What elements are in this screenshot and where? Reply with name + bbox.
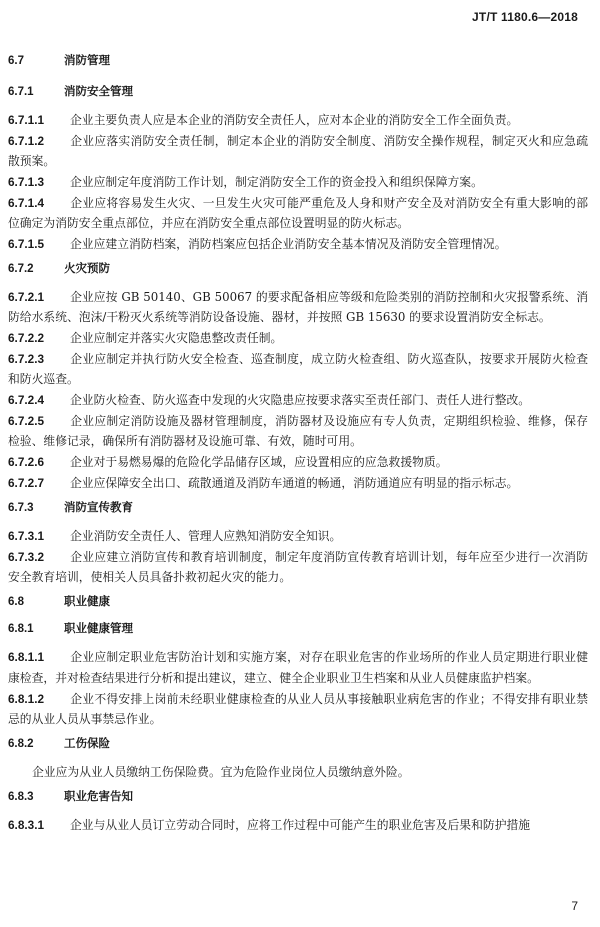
heading-number: 6.7.3: [8, 502, 34, 515]
clause-6-8-1-2: [8, 689, 588, 730]
clause-number: 6.7.3.2: [8, 549, 45, 564]
clause-6-7-1-4: [8, 193, 588, 234]
clause-number: 6.7.1.5: [8, 236, 45, 251]
heading-6-7-1: [8, 83, 588, 99]
clause-number: 6.7.2.4: [8, 393, 45, 408]
clause-6-7-1-3: [8, 172, 588, 192]
heading-6-8-3: [8, 788, 588, 804]
clause-number: 6.7.1.4: [8, 195, 45, 210]
clause-text: 企业应建立消防档案，消防档案应包括企业消防安全基本情况及消防安全管理情况。: [70, 236, 507, 251]
clause-6-7-1-5: [8, 234, 588, 254]
paragraph-work-injury-insurance: 企业应为从业人员缴纳工伤保险费。宜为危险作业岗位人员缴纳意外险。: [32, 765, 410, 780]
clause-number: 6.7.3.1: [8, 529, 45, 544]
clause-text: 企业不得安排上岗前未经职业健康检查的从业人员从事接触职业病危害的作业；不得安排有职业禁忌的从业人员从事禁忌作业。: [8, 691, 588, 726]
clause-text: 企业主要负责人应是本企业的消防安全责任人，应对本企业的消防安全工作全面负责。: [70, 113, 519, 127]
clause-text: 企业应制定并落实火灾隐患整改责任制。: [70, 331, 283, 346]
clause-6-7-3-1: [8, 526, 588, 546]
clause-number: 6.7.2.5: [8, 413, 45, 428]
clause-text: 企业对于易燃易爆的危险化学品储存区域，应设置相应的应急救援物质。: [70, 454, 448, 469]
clause-number: 6.7.2.2: [8, 331, 45, 346]
heading-6-8-1: [8, 620, 588, 636]
clause-6-7-2-3: [8, 349, 588, 390]
heading-title: 职业危害告知: [64, 791, 133, 804]
clause-text: 企业应按 GB 50140、GB 50067 的要求配备相应等级和危险类别的消防控制和火灾报警系统、消防给水系统、泡沫/干粉灭火系统等消防设备设施、器材，并按照 GB 15630 的要求设置消防安全标志。: [8, 290, 588, 325]
heading-number: 6.7: [8, 55, 24, 67]
heading-title: 工伤保险: [64, 738, 110, 751]
heading-6-8: [8, 593, 588, 609]
clause-6-7-2-7: [8, 473, 588, 493]
clause-text: 企业应落实消防安全责任制，制定本企业的消防安全制度、消防安全操作规程，制定灭火和应急疏散预案。: [8, 133, 588, 169]
document-body: [8, 50, 588, 836]
clause-6-7-2-1: [8, 287, 588, 328]
clause-number: 6.7.1.3: [8, 174, 45, 189]
clause-text: 企业应保障安全出口、疏散通道及消防车通道的畅通，消防通道应有明显的指示标志。: [70, 475, 519, 490]
heading-number: 6.7.1: [8, 86, 34, 98]
heading-number: 6.7.2: [8, 263, 34, 276]
heading-number: 6.8: [8, 596, 24, 609]
clause-6-8-3-1: [8, 815, 588, 835]
clause-text: 企业消防安全责任人、管理人应熟知消防安全知识。: [70, 529, 342, 544]
clause-6-7-2-6: [8, 452, 588, 472]
clause-number: 6.7.2.7: [8, 475, 45, 490]
clause-text: 企业应制定并执行防火安全检查、巡查制度，成立防火检查组、防火巡查队，按要求开展防火检查和防火巡查。: [8, 351, 588, 387]
clause-number: 6.7.1.1: [8, 113, 45, 127]
clause-6-7-1-1: [8, 110, 588, 130]
clause-text: 企业应将容易发生火灾、一旦发生火灾可能严重危及人身和财产安全及对消防安全有重大影响的部位确定为消防安全重点部位，并应在消防安全重点部位设置明显的防火标志。: [8, 195, 588, 230]
page-number: 7: [571, 899, 578, 913]
clause-6-7-2-2: [8, 328, 588, 348]
heading-number: 6.8.2: [8, 738, 34, 751]
standard-number: JT/T 1180.6—2018: [472, 10, 578, 24]
clause-6-8-1-1: [8, 647, 588, 688]
clause-number: 6.7.2.6: [8, 454, 45, 469]
heading-title: 职业健康: [64, 596, 110, 609]
heading-number: 6.8.3: [8, 791, 34, 804]
clause-number: 6.8.3.1: [8, 818, 45, 833]
clause-text: 企业应建立消防宣传和教育培训制度，制定年度消防宣传教育培训计划，每年应至少进行一次消防安全教育培训，使相关人员具备扑救初起火灾的能力。: [8, 549, 588, 585]
clause-6-7-2-5: [8, 411, 588, 452]
heading-6-7-3: [8, 499, 588, 515]
clause-6-7-3-2: [8, 547, 588, 588]
clause-text: 企业防火检查、防火巡查中发现的火灾隐患应按要求落实至责任部门、责任人进行整改。: [70, 393, 531, 408]
clause-text: 企业应制定消防设施及器材管理制度，消防器材及设施应有专人负责，定期组织检验、维修，保存检验、维修记录，确保所有消防器材及设施可靠、有效，随时可用。: [8, 413, 588, 449]
heading-title: 消防管理: [64, 55, 110, 67]
clause-text: 企业与从业人员订立劳动合同时，应将工作过程中可能产生的职业危害及后果和防护措施: [70, 818, 531, 833]
heading-6-7: [8, 52, 588, 68]
clause-number: 6.8.1.1: [8, 650, 45, 665]
heading-6-8-2: [8, 735, 588, 751]
heading-6-7-2: [8, 260, 588, 276]
clause-text: 企业应制定职业危害防治计划和实施方案，对存在职业危害的作业场所的作业人员定期进行职业健康检查，并对检查结果进行分析和提出建议，建立、健全企业职业卫生档案和从业人员健康监护档案。: [8, 650, 588, 685]
clause-text: 企业应制定年度消防工作计划，制定消防安全工作的资金投入和组织保障方案。: [70, 174, 483, 189]
heading-title: 火灾预防: [64, 263, 110, 276]
clause-number: 6.8.1.2: [8, 691, 45, 706]
heading-title: 职业健康管理: [64, 623, 133, 636]
heading-title: 消防安全管理: [64, 86, 133, 98]
heading-title: 消防宣传教育: [64, 502, 133, 515]
clause-number: 6.7.2.3: [8, 351, 45, 366]
clause-number: 6.7.2.1: [8, 290, 45, 305]
clause-6-7-1-2: [8, 131, 588, 172]
clause-6-7-2-4: [8, 390, 588, 410]
heading-number: 6.8.1: [8, 623, 34, 636]
clause-number: 6.7.1.2: [8, 133, 45, 148]
